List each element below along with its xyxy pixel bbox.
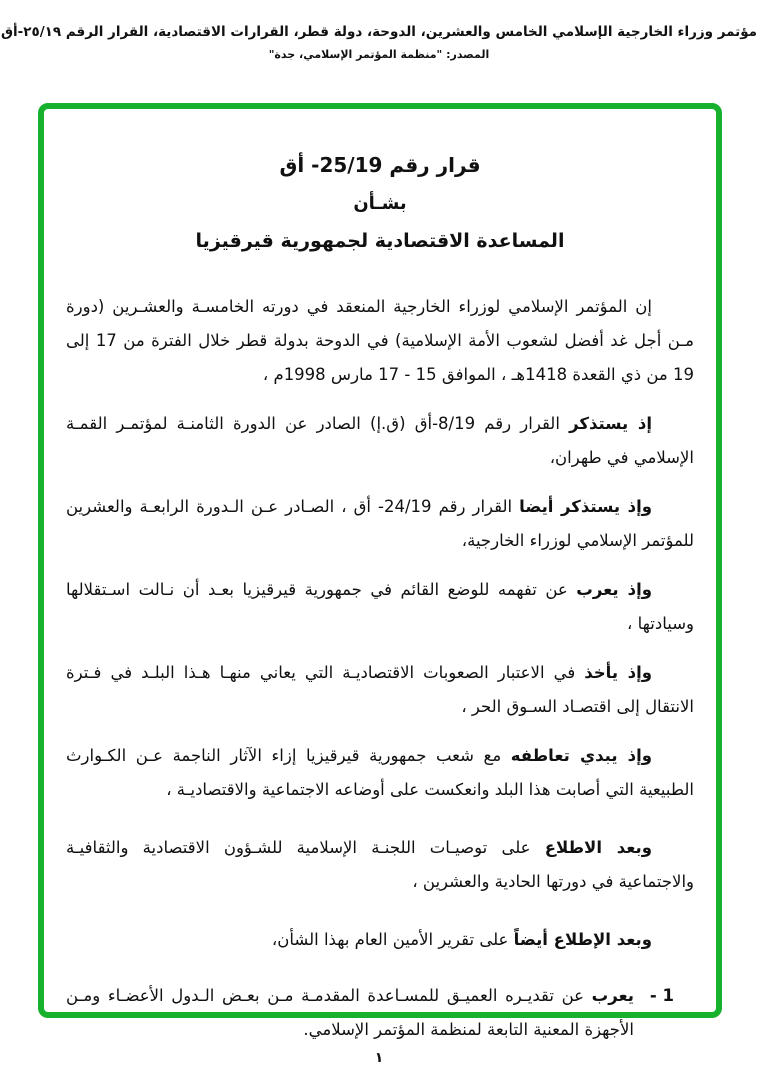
paragraph-text: في الاعتبار الصعوبات الاقتصاديـة التي يعاني منهـا هـذا البلـد في فـترة الانتقال إلى اقتصـاد السـوق الحر ،	[66, 663, 694, 716]
paragraph-text: على توصيـات اللجنـة الإسلامية للشـؤون الاقتصادية والثقافيـة والاجتماعية في دورتها الحادية والعشرين ،	[66, 838, 694, 891]
paragraph-text: القرار رقم 24/19- أق ، الصـادر عـن الـدورة الرابعـة والعشرين للمؤتمر الإسلامي لوزراء الخارجية،	[66, 497, 694, 550]
paragraph-text: القرار رقم 8/19-أق (ق.إ) الصادر عن الدورة الثامنـة لمؤتمـر القمـة الإسلامي في طهران،	[66, 414, 694, 467]
resolution-body	[66, 290, 694, 1047]
paragraph-keyword: إذ يستذكر	[569, 414, 653, 433]
having-reviewed-also-paragraph	[66, 923, 694, 957]
paragraph-keyword: وإذ يأخذ	[584, 663, 652, 682]
preamble-paragraph	[66, 290, 694, 392]
item-keyword: يعرب	[591, 986, 634, 1005]
paragraph-text: إن المؤتمر الإسلامي لوزراء الخارجية المنعقد في دورته الخامسـة والعشـرين (دورة مـن أجل غد أفضل لشعوب الأمة الإسلامية) في الدوحة بدولة قطر خلال الفترة من 17 إلى 19 من ذي القعدة 1418هـ ، الموافق 15 - 17 مارس 1998م ،	[66, 297, 694, 384]
page-number: ١	[374, 1050, 384, 1066]
document-header	[0, 0, 758, 61]
operative-item-1	[66, 979, 694, 1047]
expressing-paragraph	[66, 573, 694, 641]
paragraph-keyword: وإذ يستذكر أيضا	[519, 497, 652, 516]
header-source-line: المصدر: "منظمة المؤتمر الإسلامي، جدة"	[268, 48, 490, 61]
regarding-label: بشـأن	[353, 193, 407, 214]
item-text: عن تقديـره العميـق للمسـاعدة المقدمـة مـن بعـض الـدول الأعضـاء ومـن الأجهزة المعنية التابعة لمنظمة المؤتمر الإسلامي.	[66, 986, 634, 1039]
green-border-frame	[38, 103, 722, 1039]
paragraph-keyword: وإذ يعرب	[576, 580, 653, 599]
sympathy-paragraph	[66, 739, 694, 807]
resolution-number-title: قرار رقم 25/19- أق	[279, 153, 481, 177]
header-citation-line: مؤتمر وزراء الخارجية الإسلامي الخامس والعشرين، الدوحة، دولة قطر، القرارات الاقتصادية، القرار الرقم ٢٥/١٩-أق	[0, 24, 758, 40]
paragraph-keyword: وإذ يبدي تعاطفه	[510, 746, 652, 765]
resolution-title-block	[66, 153, 694, 252]
paragraph-text: على تقرير الأمين العام بهذا الشأن،	[271, 930, 514, 949]
paragraph-text: مع شعب جمهورية قيرقيزيا إزاء الآثار الناجمة عـن الكـوارث الطبيعية التي أصابت هذا البلد وانعكست على أوضاعه الاجتماعية والاقتصاديـة ،	[66, 746, 694, 799]
taking-into-account-paragraph	[66, 656, 694, 724]
paragraph-text: عن تفهمه للوضع القائم في جمهورية قيرقيزيا بعـد أن نـالت اسـتقلالها وسيادتها ،	[66, 580, 694, 633]
item-number: 1 -	[649, 986, 674, 1005]
recalling-paragraph	[66, 407, 694, 475]
item-text-block	[66, 979, 634, 1047]
having-reviewed-paragraph	[66, 831, 694, 899]
recalling-also-paragraph	[66, 490, 694, 558]
paragraph-keyword: وبعد الإطلاع أيضاً	[513, 930, 652, 949]
paragraph-keyword: وبعد الاطلاع	[544, 838, 652, 857]
resolution-subject-title: المساعدة الاقتصادية لجمهورية قيرقيزيا	[195, 230, 565, 252]
